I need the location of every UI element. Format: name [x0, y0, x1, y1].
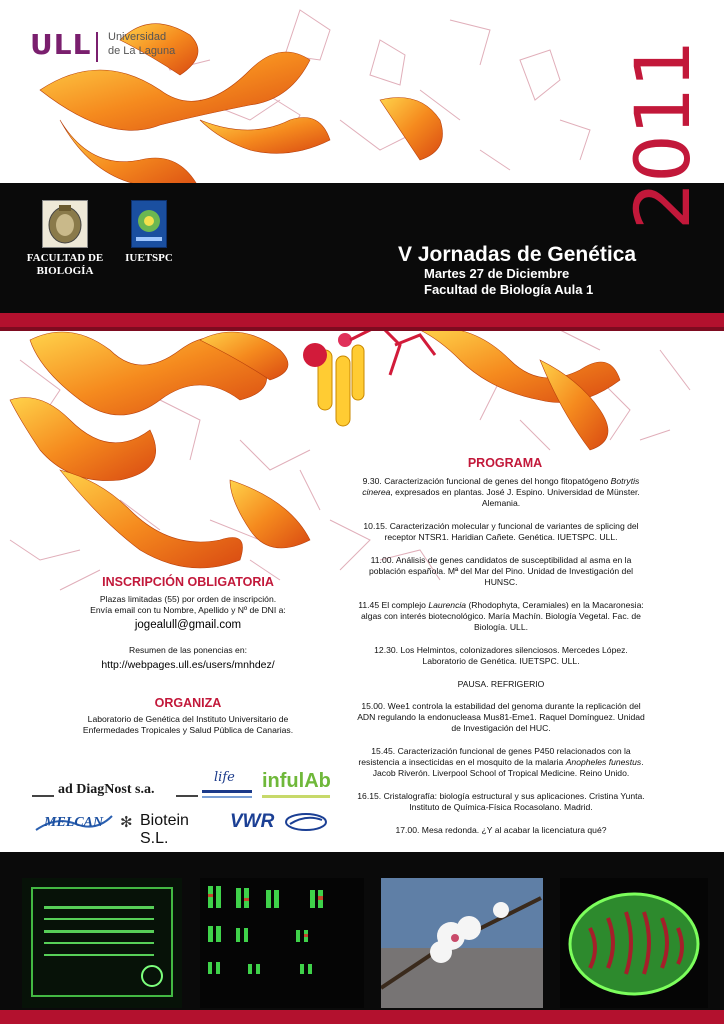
inscripcion-line2: Envía email con tu Nombre, Apellido y Nº de DNI a:	[90, 605, 286, 615]
iuetspc-label: IUETSPC	[125, 252, 173, 264]
mitochondrion-image	[560, 878, 708, 1008]
sponsor-adiagnost-logo	[32, 782, 200, 802]
event-date: Martes 27 de Diciembre	[424, 266, 570, 281]
sponsor-melcan-logo	[34, 812, 114, 834]
sponsor-biotein-text: Biotein S.L.	[140, 812, 189, 847]
programa-item: 10.15. Caracterización molecular y funcional de variantes de splicing del receptor NTSR1. Haridian Cañete. Genética. IUETSPC. ULL.	[363, 521, 639, 542]
sponsor-infulab-text: infulAb	[262, 770, 331, 792]
programa-item: 9.30. Caracterización funcional de genes del hongo fitopatógeno Botrytis cinerea, expresados en plantas. José J. Espino. Universidad de Münster. Alemania.	[362, 476, 640, 508]
logo-name-line1: Universidad	[108, 31, 167, 43]
event-title: V Jornadas de Genética	[398, 243, 637, 266]
sponsor-life-logo	[202, 770, 256, 804]
sponsor-adiagnost-text: ad DiagNost s.a.	[58, 782, 155, 797]
programa-item: 15.45. Caracterización funcional de genes P450 relacionados con la resistencia a insecticidas en el mosquito de la malaria Anopheles funestus. Jacob Riverón. Liverpool School of Tropical Medicine. Reino Unido.	[358, 746, 644, 778]
logo-divider	[96, 32, 98, 62]
programa-pause: PAUSA. REFRIGERIO	[457, 679, 545, 689]
programa-item: 15.00. Wee1 controla la estabilidad del genoma durante la replicación del ADN regulando la endonucleasa Mus81-Eme1. Raquel Domínguez. Unidad de Investigación del HUC.	[357, 701, 645, 733]
resumen-label: Resumen de las ponencias en:	[128, 645, 247, 655]
gel-electrophoresis-image	[22, 878, 182, 1008]
inscripcion-line1: Plazas limitadas (55) por orden de inscripción.	[99, 594, 277, 604]
almond-blossom-image	[381, 878, 543, 1008]
ull-logo	[30, 28, 200, 64]
programa-item: 16.15. Cristalografía: biología estructural y sus aplicaciones. Cristina Yunta. Instituto de Química-Física Rocasolano. Madrid.	[357, 791, 645, 812]
header-red-stripe	[0, 313, 724, 327]
sponsor-vwr-text: VWR	[230, 811, 275, 832]
sponsor-vwr-logo	[226, 810, 332, 834]
sponsor-melcan-text: MELCAN	[44, 815, 104, 830]
organiza-line1: Laboratorio de Genética del Instituto Universitario de	[87, 714, 289, 724]
resumen-url-link[interactable]: http://webpages.ull.es/users/mnhdez/	[101, 659, 275, 671]
contact-email-link[interactable]: jogealull@gmail.com	[134, 619, 242, 631]
footer-red-stripe	[0, 1010, 724, 1024]
iuetspc-logo-icon	[131, 200, 167, 248]
faculty-crest-icon	[42, 200, 88, 248]
organiza-line2: Enfermedades Tropicales y Salud Pública de Canarias.	[82, 725, 294, 735]
karyotype-image	[200, 878, 364, 1008]
programa-item: 12.30. Los Helmintos, colonizadores silenciosos. Mercedes López. Laboratorio de Genética. IUETSPC. ULL.	[374, 645, 628, 666]
programa-title: PROGRAMA	[467, 456, 543, 470]
faculty-label: FACULTAD DE BIOLOGÍA	[26, 252, 104, 277]
programa-item: 11.00. Análisis de genes candidatos de susceptibilidad al asma en la población española. Mª del Mar del Pino. Unidad de Investigación del HUNSC.	[368, 555, 634, 587]
organiza-title: ORGANIZA	[154, 696, 222, 710]
event-place: Facultad de Biología Aula 1	[424, 282, 594, 297]
sponsor-biotein-logo	[120, 812, 220, 847]
programa-list	[355, 476, 647, 848]
sponsor-life-text: life	[214, 770, 235, 785]
programa-item: 17.00. Mesa redonda. ¿Y al acabar la licenciatura qué?	[395, 825, 607, 835]
programa-item: 11.45 El complejo Laurencia (Rhodophyta, Ceramiales) en la Macaronesia: algas con interés biotecnológico. María Machín. Biología Vegetal. Fac. de Biología. ULL.	[358, 600, 644, 632]
year-vertical	[606, 30, 706, 235]
organiza-text	[40, 714, 336, 736]
header-dark-red-stripe	[0, 327, 724, 331]
year-text: 2011	[618, 40, 707, 230]
logo-name-line2: de La Laguna	[108, 45, 176, 57]
molecule-icon: ✻	[120, 814, 133, 831]
inscripcion-text	[40, 594, 336, 616]
ull-logo-mark: ULL	[30, 28, 92, 61]
ull-logo-name	[108, 30, 175, 58]
sponsor-infulab-logo	[262, 770, 332, 802]
inscripcion-title: INSCRIPCIÓN OBLIGATORIA	[102, 575, 274, 589]
